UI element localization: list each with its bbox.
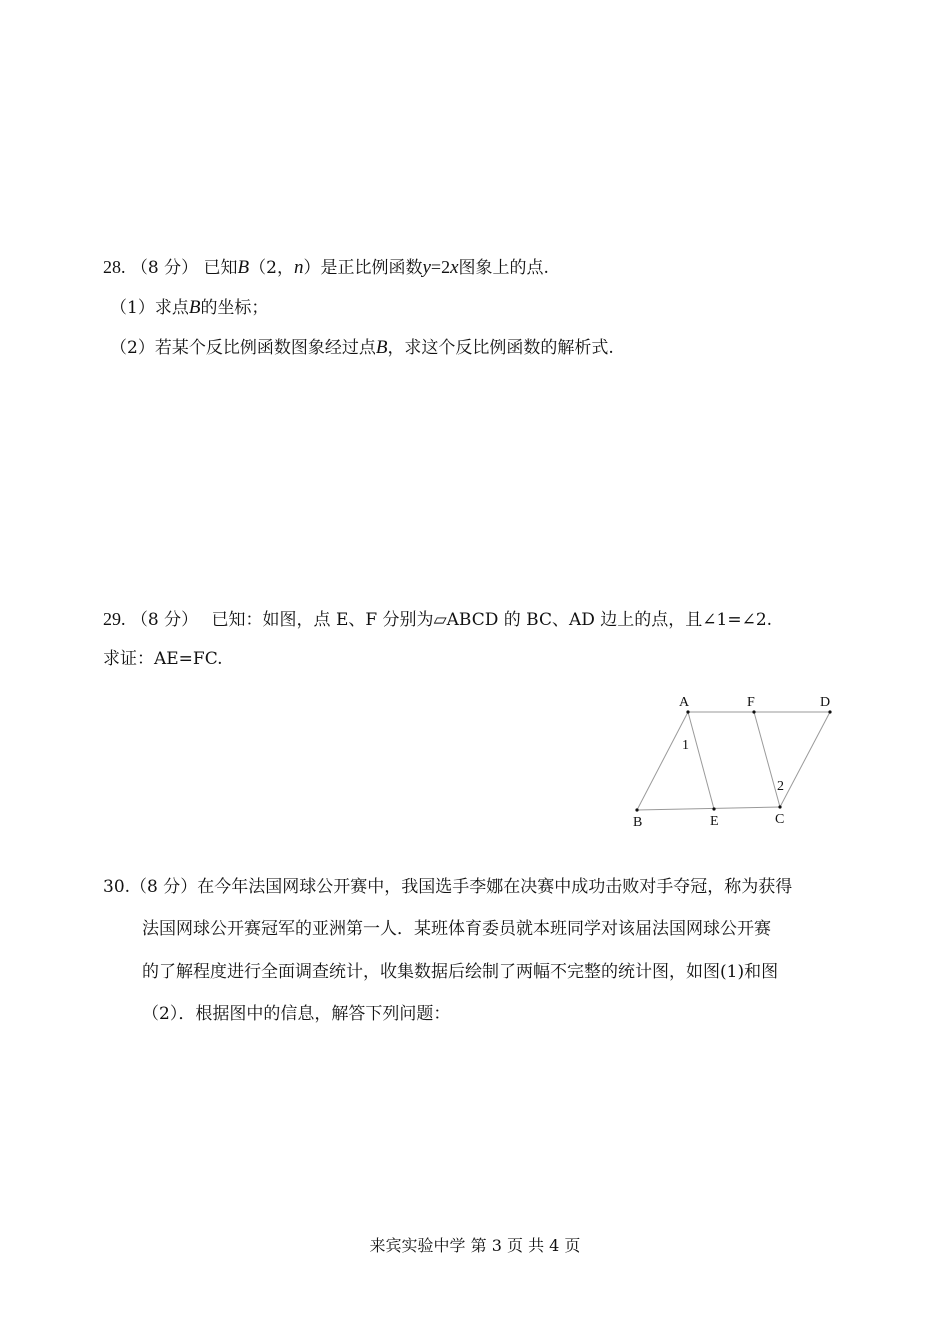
q30-line-3: 的了解程度进行全面调查统计，收集数据后绘制了两幅不完整的统计图，如图(1)和图 [142,962,779,982]
q28-text: （2， [249,258,294,278]
parallelogram-figure [625,686,845,836]
q28-var-y: y [422,257,431,278]
q28-text: 已知 [203,258,238,278]
point-d [828,710,831,713]
label-b: B [633,815,643,830]
figure-points [635,710,831,811]
label-d: D [820,695,831,710]
angle-2-label: 2 [777,779,784,794]
q29-stem [103,607,772,632]
label-f: F [747,695,755,710]
q28-part-2-text: ，求这个反比例函数的解析式. [387,338,614,358]
parallelogram-icon: ▱ [433,610,447,630]
point-f [752,710,755,713]
q29-number: 29. [103,609,126,629]
q28-number: 28. [103,257,126,277]
q28-part-1-text: （1）求点 [110,298,189,318]
q28-var-b: B [375,337,388,358]
q28-var-b: B [237,257,250,278]
label-e: E [710,814,719,829]
q28-part-2 [110,336,614,360]
angle-1-label: 1 [682,738,689,753]
page-footer: 来宾实验中学 第 3 页 共 4 页 [369,1236,581,1255]
q28-text: 图象上的点. [458,258,549,278]
q28-part-1-text: 的坐标； [200,298,269,318]
segment-dc [780,712,830,807]
q30-line-1: 30.（8 分）在今年法国网球公开赛中，我国选手李娜在决赛中成功击败对手夺冠，称为获得 [103,877,793,897]
label-c: C [775,812,785,827]
point-a [686,710,689,713]
q30-line-2: 法国网球公开赛冠军的亚洲第一人．某班体育委员就本班同学对该届法国网球公开赛 [142,919,771,939]
q29-prove: 求证：AE=FC. [103,649,223,669]
q28-part-1 [110,296,268,320]
q28-part-2-text: （2）若某个反比例函数图象经过点 [110,338,376,358]
q29-points: （8 分） [130,610,199,630]
q28-text: ）是正比例函数 [303,258,423,278]
figure-lines [637,712,830,810]
q28-var-x: x [450,257,459,278]
point-b [635,808,638,811]
q29-text: 已知：如图，点 E、F 分别为 [211,610,434,630]
label-a: A [679,695,690,710]
q28-var-b: B [188,297,201,318]
q28-eq: =2 [430,257,451,277]
segment-ae [688,712,714,809]
q28-var-n: n [293,257,304,278]
q30-line-4: （2）．根据图中的信息，解答下列问题： [142,1004,451,1024]
q29-text: ABCD 的 BC、AD 边上的点，且∠1=∠2. [446,610,773,630]
segment-ab [637,712,688,810]
q28-stem [103,255,549,280]
point-c [778,805,781,808]
segment-bc [637,807,780,810]
point-e [712,807,715,810]
q28-points: （8 分） [130,258,199,278]
